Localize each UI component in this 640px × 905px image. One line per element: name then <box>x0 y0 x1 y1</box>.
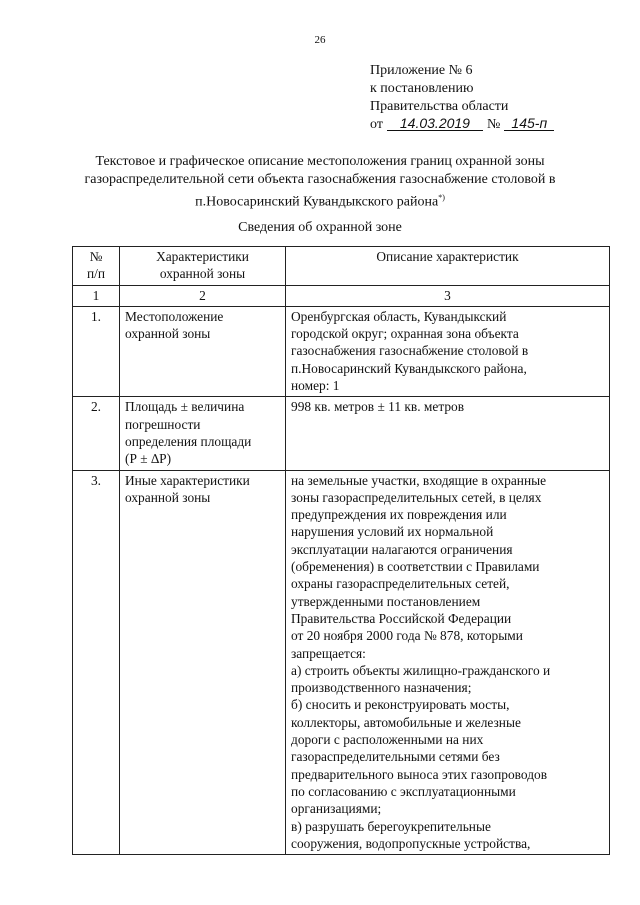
column-number-row <box>73 285 610 306</box>
document-title <box>60 153 580 212</box>
row-number: 3. <box>73 470 120 855</box>
appendix-line-3: Правительства области <box>370 99 509 114</box>
zone-info-table <box>72 246 610 855</box>
column-number-3: 3 <box>286 285 610 306</box>
appendix-line-1: Приложение № 6 <box>370 63 473 78</box>
table-header-row <box>73 247 610 286</box>
row-number: 2. <box>73 397 120 470</box>
table-row <box>73 470 610 855</box>
table-row <box>73 397 610 470</box>
row-characteristic: Иные характеристики охранной зоны <box>120 470 286 855</box>
handwritten-date: 14.03.2019 <box>387 116 483 131</box>
number-label: № <box>486 117 501 132</box>
row-description: Оренбургская область, Кувандыкский городской округ; охранная зона объекта газоснабжения газоснабжение столовой в п.Новосаринский Кувандыкского района, номер: 1 <box>286 306 610 396</box>
page-number: 26 <box>314 34 326 46</box>
appendix-line-2: к постановлению <box>370 81 474 96</box>
header-characteristic: Характеристики охранной зоны <box>120 247 286 286</box>
footnote-mark: *) <box>438 193 445 202</box>
column-number-1: 1 <box>73 285 120 306</box>
row-number: 1. <box>73 306 120 396</box>
handwritten-number: 145-п <box>504 116 554 131</box>
header-description: Описание характеристик <box>286 247 610 286</box>
from-label: от <box>370 117 383 132</box>
title-text: Текстовое и графическое описание местоположения границ охранной зоны газораспределительной сети объекта газоснабжения газоснабжение столовой в п.Новосаринский Кувандыкского района <box>84 154 556 210</box>
table-row <box>73 306 610 396</box>
row-description: 998 кв. метров ± 11 кв. метров <box>286 397 610 470</box>
row-description: на земельные участки, входящие в охранные зоны газораспределительных сетей, в целях предупреждения их повреждения или нарушения условий их нормальной эксплуатации налагаются ограничения (обременения) в соответствии с Правилами охраны газораспределительных сетей, утвержденными постановлением Правительства Российской Федерации от 20 ноября 2000 года № 878, которыми запрещается: а) строить объекты жилищно-гражданского и производственного назначения; б) сносить и реконструировать мосты, коллекторы, автомобильные и железные дороги с расположенными на них газораспределительными сетями без предварительного выноса этих газопроводов по согласованию с эксплуатационными организациями; в) разрушать берегоукрепительные сооружения, водопропускные устройства, <box>286 470 610 855</box>
column-number-2: 2 <box>120 285 286 306</box>
row-characteristic: Местоположение охранной зоны <box>120 306 286 396</box>
appendix-block <box>370 62 554 134</box>
section-subtitle: Сведения об охранной зоне <box>238 220 402 235</box>
appendix-date-line <box>370 116 554 134</box>
header-number: № п/п <box>73 247 120 286</box>
row-characteristic: Площадь ± величина погрешности определения площади (Р ± ∆Р) <box>120 397 286 470</box>
